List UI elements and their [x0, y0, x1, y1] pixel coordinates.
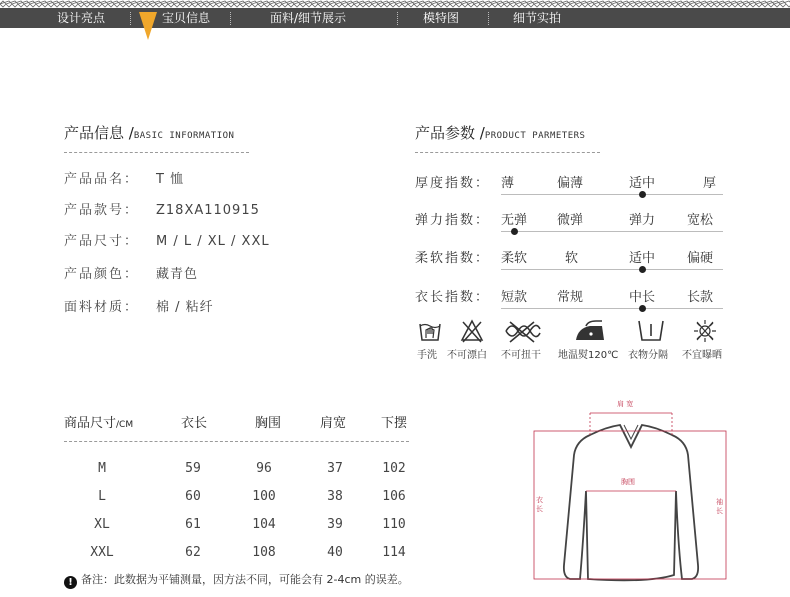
care-label: 手洗 [417, 350, 437, 361]
nav-item-fabric-details[interactable]: 面料/细节展示 [270, 11, 347, 25]
param-scale-line [501, 269, 723, 270]
size-table-title [64, 412, 133, 431]
shoulder-label: 肩 宽 [617, 400, 634, 408]
size-cell-size: M [98, 461, 106, 476]
hand-wash-icon [418, 318, 442, 344]
nav-separator [397, 12, 398, 25]
size-cell: 108 [252, 545, 276, 560]
nav-separator [130, 12, 131, 25]
size-cell-size: L [98, 489, 106, 504]
size-cell: 114 [382, 545, 406, 560]
nav-separator [230, 12, 231, 25]
info-value: M / L / XL / XXL [156, 234, 270, 249]
param-option: 中长 [629, 290, 656, 305]
info-label: 产品款号： [64, 203, 140, 218]
info-value: 藏青色 [156, 267, 199, 282]
no-wring-icon [502, 318, 542, 344]
info-label: 产品尺寸： [64, 234, 140, 249]
param-option: 软 [565, 251, 579, 266]
info-title-cn: 产品信息 [64, 124, 125, 142]
tshirt-sketch [528, 395, 733, 595]
size-col-header: 下摆 [381, 416, 408, 431]
param-option: 常规 [557, 290, 584, 305]
size-col-header: 衣长 [181, 416, 208, 431]
size-cell: 40 [327, 545, 343, 560]
size-cell: 59 [185, 461, 201, 476]
size-cell: 100 [252, 489, 276, 504]
note-text: 备注：此数据为平铺测量，因方法不同，可能会有 2-4cm 的误差。 [81, 573, 409, 586]
no-bleach-icon [460, 318, 484, 344]
info-row-material [64, 296, 214, 315]
param-selected-dot [639, 191, 646, 198]
param-row-elasticity [415, 209, 725, 231]
measurement-note [64, 571, 409, 589]
care-label: 不可漂白 [447, 350, 487, 361]
size-cell: 110 [382, 517, 406, 532]
info-section-title: 产品信息 /BASIC INFORMATION [64, 124, 235, 142]
info-value: 棉 / 粘纤 [156, 300, 214, 315]
param-option: 厚 [703, 176, 717, 191]
size-cell: 37 [327, 461, 343, 476]
params-title-cn: 产品参数 [415, 124, 476, 142]
info-row-color [64, 263, 198, 282]
param-option: 弹力 [629, 213, 656, 228]
size-cell-size: XL [94, 517, 110, 532]
param-label: 柔软指数： [415, 251, 491, 266]
size-col-header: 胸围 [255, 416, 282, 431]
size-cell: 61 [185, 517, 201, 532]
info-label: 面料材质： [64, 300, 140, 315]
no-sun-icon [694, 318, 716, 344]
nav-item-detail-photos[interactable]: 细节实拍 [513, 11, 562, 25]
params-title-en: PRODUCT PARMETERS [484, 131, 586, 141]
size-cell: 38 [327, 489, 343, 504]
chest-label: 胸围 [621, 478, 635, 486]
info-value: T 恤 [156, 172, 185, 187]
info-row-name [64, 168, 184, 187]
size-title-text: 商品尺寸 [64, 416, 117, 431]
info-divider [64, 152, 249, 153]
size-cell: 60 [185, 489, 201, 504]
nav-item-highlights[interactable]: 设计亮点 [57, 11, 106, 25]
param-selected-dot [639, 266, 646, 273]
info-label: 产品颜色： [64, 267, 140, 282]
size-cell: 106 [382, 489, 406, 504]
zigzag-pattern [0, 1, 790, 7]
care-label: 不宜曝晒 [682, 350, 722, 361]
info-row-sizes [64, 230, 270, 249]
info-row-style-number [64, 199, 260, 218]
size-cell: 39 [327, 517, 343, 532]
param-label: 衣长指数： [415, 290, 491, 305]
size-unit: /CM [116, 420, 134, 430]
param-label: 厚度指数： [415, 176, 491, 191]
param-selected-dot [639, 305, 646, 312]
info-value: Z18XA110915 [156, 203, 260, 218]
warning-icon: ! [64, 576, 77, 589]
params-divider [415, 152, 600, 153]
top-nav [0, 8, 790, 28]
param-option: 偏薄 [557, 176, 584, 191]
care-label: 不可扭干 [501, 350, 541, 361]
param-option: 适中 [629, 176, 656, 191]
info-title-en: BASIC INFORMATION [133, 131, 235, 141]
size-col-header: 肩宽 [320, 416, 347, 431]
size-cell: 96 [256, 461, 272, 476]
param-option: 适中 [629, 251, 656, 266]
param-option: 柔软 [501, 251, 528, 266]
param-label: 弹力指数： [415, 213, 491, 228]
length-label: 衣长 [536, 496, 543, 513]
info-label: 产品品名： [64, 172, 140, 187]
size-cell-size: XXL [90, 545, 114, 560]
top-decoration [0, 0, 790, 8]
size-table-divider [64, 441, 409, 442]
param-scale-line [501, 231, 723, 232]
param-option: 无弹 [501, 213, 528, 228]
param-selected-dot [511, 228, 518, 235]
param-row-thickness [415, 172, 725, 194]
params-section-title: 产品参数 /PRODUCT PARMETERS [415, 124, 586, 142]
param-scale-line [501, 194, 723, 195]
param-option: 偏硬 [687, 251, 714, 266]
separate-wash-icon [636, 318, 666, 344]
sleeve-label: 袖长 [716, 498, 723, 515]
size-cell: 104 [252, 517, 276, 532]
nav-item-product-info[interactable]: 宝贝信息 [162, 11, 211, 25]
care-label: 衣物分隔 [628, 350, 668, 361]
param-option: 宽松 [687, 213, 714, 228]
param-option: 长款 [687, 290, 714, 305]
care-label: 地温熨120℃ [558, 350, 619, 361]
iron-icon [572, 318, 608, 344]
nav-item-model-photos[interactable]: 模特图 [423, 11, 460, 25]
size-cell: 62 [185, 545, 201, 560]
param-option: 短款 [501, 290, 528, 305]
param-option: 薄 [501, 176, 515, 191]
param-scale-line [501, 308, 723, 309]
param-option: 微弹 [557, 213, 584, 228]
param-row-length [415, 286, 725, 308]
active-nav-marker [139, 12, 157, 40]
nav-separator [488, 12, 489, 25]
param-row-softness [415, 247, 725, 269]
size-cell: 102 [382, 461, 406, 476]
